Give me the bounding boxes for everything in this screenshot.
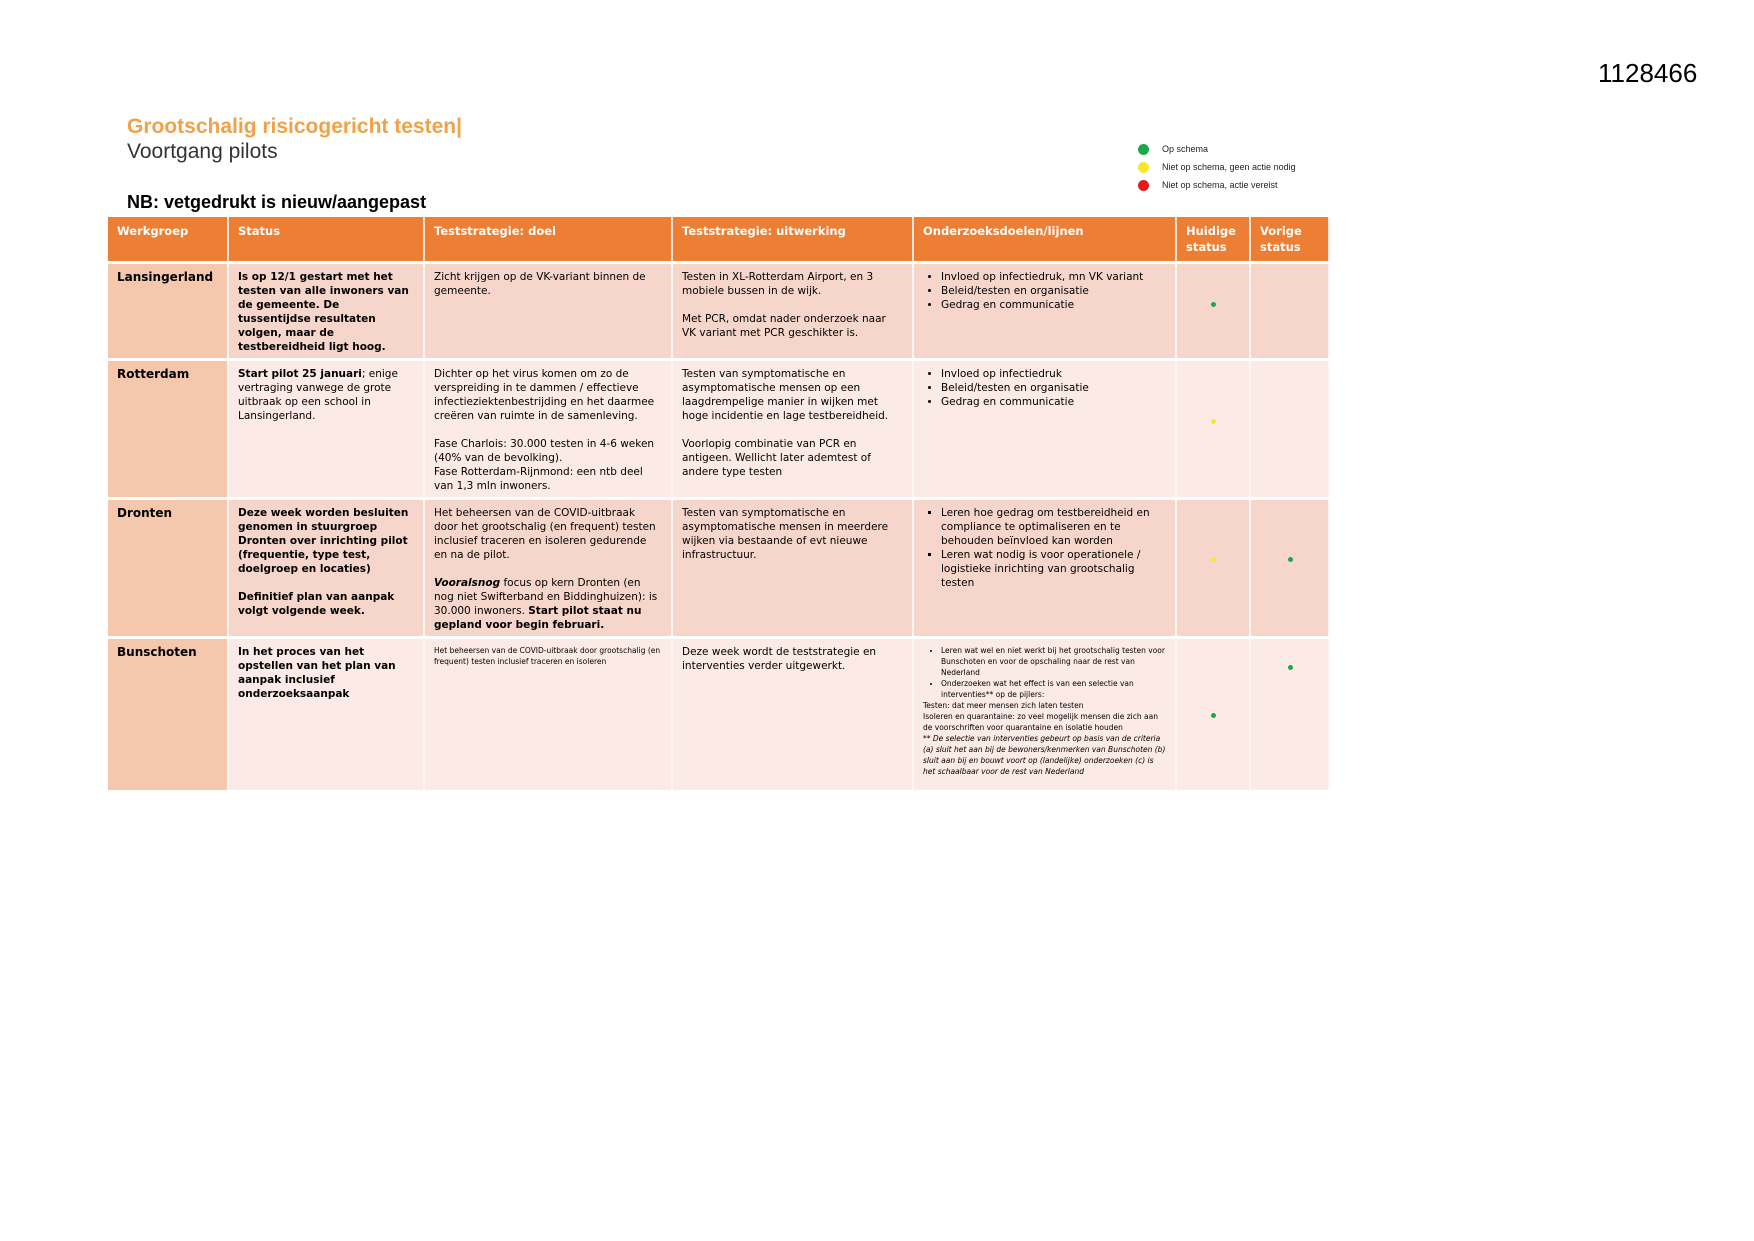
legend-item-green <box>1138 140 1296 158</box>
red-dot-icon <box>1138 180 1149 191</box>
legend-item-yellow <box>1138 158 1296 176</box>
onderzoek-cell <box>913 638 1176 790</box>
col-header-status: Status <box>228 217 424 263</box>
list-item: • Invloed op infectiedruk <box>941 367 1166 381</box>
doel-cell: Zicht krijgen op de VK-variant binnen de gemeente. <box>424 263 672 360</box>
green-dot-icon <box>1138 144 1149 155</box>
doel-cell <box>424 360 672 499</box>
yellow-status-dot-icon <box>1211 419 1216 424</box>
doel-text-part: focus op kern Dronten (en nog niet Swifterband en Biddinghuizen): is 30.000 inwoners. <box>434 577 658 617</box>
status-cell: Is op 12/1 gestart met het testen van alle inwoners van de gemeente. De tussentijdse resultaten volgen, maar de testbereidheid ligt hoog. <box>228 263 424 360</box>
uitwerking-text: Met PCR, omdat nader onderzoek naar VK variant met PCR geschikter is. <box>682 313 886 339</box>
status-bold-text: Start pilot 25 januari <box>238 368 362 380</box>
yellow-status-dot-icon <box>1211 557 1216 562</box>
doel-bold-part: Start pilot staat nu gepland voor begin februari. <box>434 605 642 631</box>
list-item: ▪ Leren hoe gedrag om testbereidheid en compliance te optimaliseren en te behouden beïnvloed kan worden <box>941 506 1166 548</box>
note-bold-new: NB: vetgedrukt is nieuw/aangepast <box>127 192 427 212</box>
status-text: Definitief plan van aanpak volgt volgende week. <box>238 591 395 617</box>
werkgroep-cell: Dronten <box>108 499 228 638</box>
page-title: Grootschalig risicogericht testen| <box>127 115 462 138</box>
page-subtitle: Voortgang pilots <box>127 140 278 163</box>
onderzoek-cell <box>913 499 1176 638</box>
onderzoek-cell <box>913 263 1176 360</box>
vorige-status-cell <box>1250 360 1329 499</box>
status-text: ; enige vertraging vanwege de grote uitbraak op een school in Lansingerland. <box>238 368 398 422</box>
uitwerking-cell: Testen van symptomatische en asymptomatische mensen in meerdere wijken via bestaande of evt nieuwe infrastructuur. <box>672 499 913 638</box>
doel-text: Fase Charlois: 30.000 testen in 4-6 weken (40% van de bevolking). <box>434 438 655 464</box>
green-status-dot-icon <box>1288 557 1293 562</box>
onderzoek-text: Isoleren en quarantaine: zo veel mogelijk mensen die zich aan de voorschriften voor quarantaine en isolatie houden <box>923 712 1158 732</box>
green-status-dot-icon <box>1288 665 1293 670</box>
doel-text: Fase Rotterdam-Rijnmond: een ntb deel van 1,3 mln inwoners. <box>434 466 643 492</box>
green-status-dot-icon <box>1211 302 1216 307</box>
doel-text: Het beheersen van de COVID-uitbraak door het grootschalig (en frequent) testen inclusief traceren en isoleren gedurende en na de pilot. <box>434 507 656 561</box>
doel-cell: Het beheersen van de COVID-uitbraak door grootschalig (en frequent) testen inclusief traceren en isoleren <box>424 638 672 790</box>
status-cell <box>228 499 424 638</box>
huidige-status-cell <box>1176 263 1250 360</box>
col-header-uitwerking: Teststrategie: uitwerking <box>672 217 913 263</box>
table-row <box>108 263 1329 360</box>
legend-label: Niet op schema, geen actie nodig <box>1162 162 1296 172</box>
doel-text <box>434 576 662 632</box>
list-item: • Onderzoeken wat het effect is van een selectie van interventies** op de pijlers: <box>941 678 1166 700</box>
table-row <box>108 360 1329 499</box>
list-item: • Leren wat wel en niet werkt bij het grootschalig testen voor Bunschoten en voor de opschaling naar de rest van Nederland <box>941 645 1166 678</box>
list-item: • Invloed op infectiedruk, mn VK variant <box>941 270 1166 284</box>
vorige-status-cell <box>1250 499 1329 638</box>
col-header-onderzoek: Onderzoeksdoelen/lijnen <box>913 217 1176 263</box>
legend-label: Niet op schema, actie vereist <box>1162 180 1278 190</box>
werkgroep-cell: Bunschoten <box>108 638 228 790</box>
green-status-dot-icon <box>1211 713 1216 718</box>
doel-bold-italic: Vooralsnog <box>434 577 501 589</box>
table-row <box>108 499 1329 638</box>
uitwerking-text: Voorlopig combinatie van PCR en antigeen. Wellicht later ademtest of andere type testen <box>682 438 871 478</box>
huidige-status-cell <box>1176 360 1250 499</box>
col-header-doel: Teststrategie: doel <box>424 217 672 263</box>
status-legend <box>1138 140 1296 194</box>
list-item: • Gedrag en communicatie <box>941 395 1166 409</box>
doel-text: Dichter op het virus komen om zo de verspreiding in te dammen / effectieve infectieziektenbestrijding en het daarmee creëren van ruimte in de samenleving. <box>434 368 655 422</box>
list-item: • Beleid/testen en organisatie <box>941 284 1166 298</box>
status-text: Deze week worden besluiten genomen in stuurgroep Dronten over inrichting pilot (frequentie, type test, doelgroep en locaties) <box>238 507 409 575</box>
col-header-werkgroep: Werkgroep <box>108 217 228 263</box>
werkgroep-cell: Lansingerland <box>108 263 228 360</box>
uitwerking-cell <box>672 263 913 360</box>
vorige-status-cell <box>1250 638 1329 790</box>
col-header-vorige-status: Vorige status <box>1250 217 1329 263</box>
legend-item-red <box>1138 176 1296 194</box>
werkgroep-cell: Rotterdam <box>108 360 228 499</box>
status-cell: In het proces van het opstellen van het plan van aanpak inclusief onderzoeksaanpak <box>228 638 424 790</box>
status-cell <box>228 360 424 499</box>
uitwerking-cell <box>672 360 913 499</box>
onderzoek-cell <box>913 360 1176 499</box>
huidige-status-cell <box>1176 638 1250 790</box>
col-header-huidige-status: Huidige status <box>1176 217 1250 263</box>
doel-cell <box>424 499 672 638</box>
document-number: 1128466 <box>1598 58 1698 88</box>
legend-label: Op schema <box>1162 144 1209 154</box>
list-item: • Beleid/testen en organisatie <box>941 381 1166 395</box>
uitwerking-text: Testen van symptomatische en asymptomatische mensen op een laagdrempelige manier in wijken met hoge incidentie en lage testbereidheid. <box>682 368 889 422</box>
pilots-progress-table <box>108 217 1330 790</box>
uitwerking-cell: Deze week wordt de teststrategie en interventies verder uitgewerkt. <box>672 638 913 790</box>
uitwerking-text: Testen in XL-Rotterdam Airport, en 3 mobiele bussen in de wijk. <box>682 271 874 297</box>
huidige-status-cell <box>1176 499 1250 638</box>
vorige-status-cell <box>1250 263 1329 360</box>
table-row <box>108 638 1329 790</box>
onderzoek-footnote: ** De selectie van interventies gebeurt op basis van de criteria (a) sluit het aan bij de bewoners/kenmerken van Bunschoten (b) sluit aan bij en bouwt voort op (landelijke) onderzoeken (c) is het schaalbaar voor de rest van Nederland <box>923 734 1166 776</box>
list-item: • Gedrag en communicatie <box>941 298 1166 312</box>
table-header-row <box>108 217 1329 263</box>
list-item: ▪ Leren wat nodig is voor operationele / logistieke inrichting van grootschalig testen <box>941 548 1166 590</box>
onderzoek-text: Testen: dat meer mensen zich laten testen <box>923 701 1084 710</box>
yellow-dot-icon <box>1138 162 1149 173</box>
